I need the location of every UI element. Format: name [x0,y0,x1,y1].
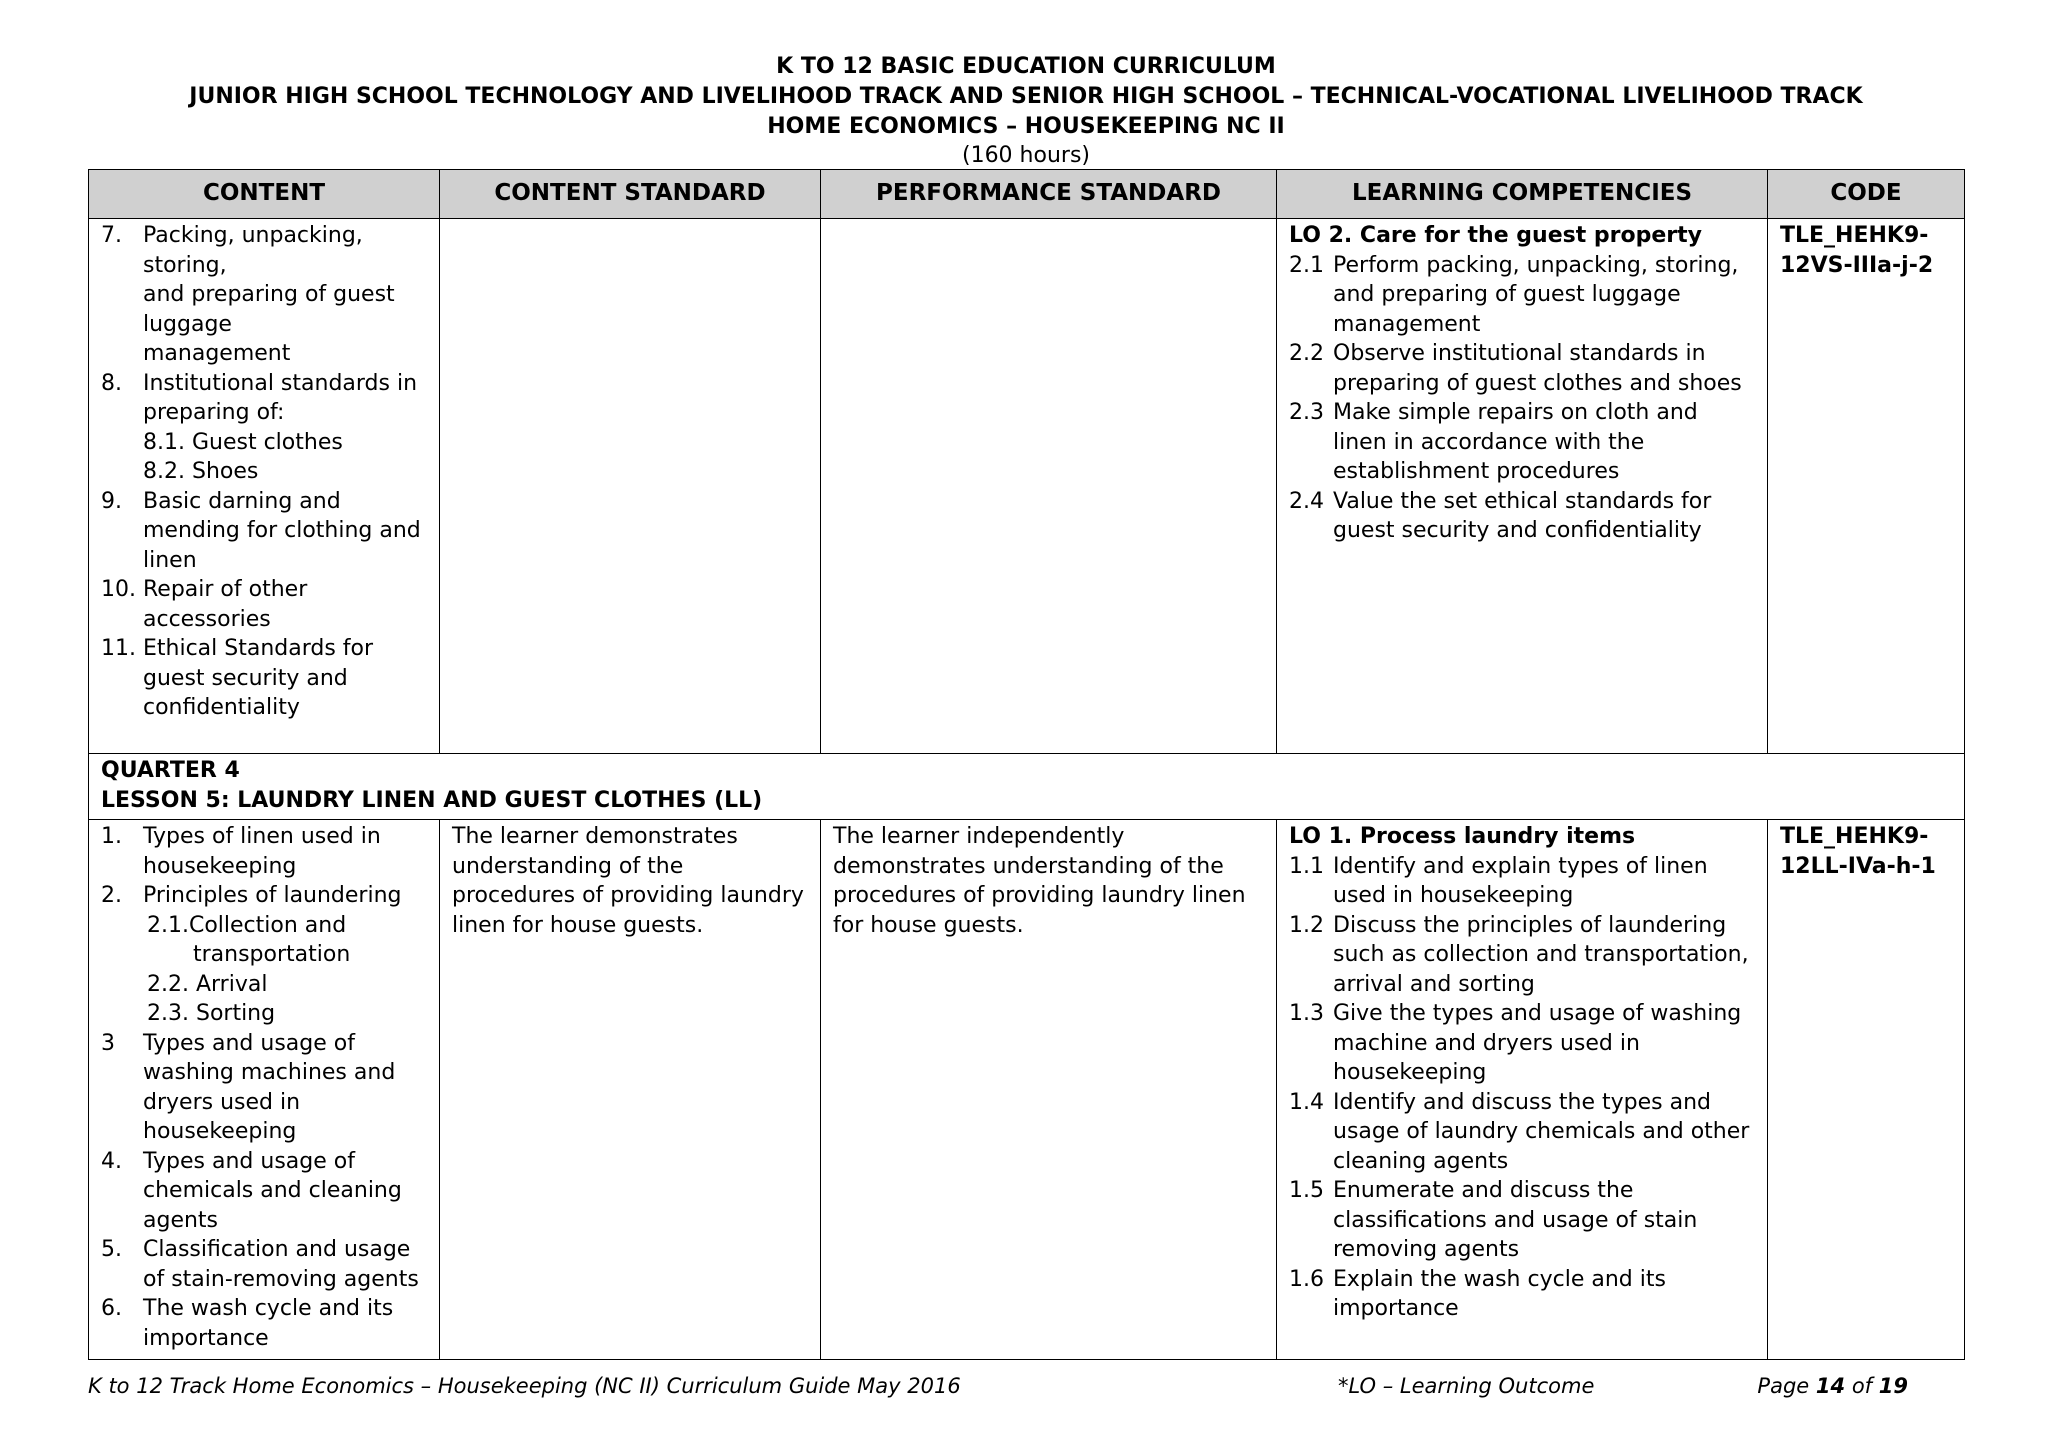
footer-lo-note: *LO – Learning Outcome [1338,1374,1595,1398]
footer-guide-title: K to 12 Track Home Economics – Housekeeping (NC II) Curriculum Guide May 2016 [88,1374,961,1398]
lesson-title: LESSON 5: LAUNDRY LINEN AND GUEST CLOTHES (LL) [101,787,763,813]
content-item: 3 Types and usage of washing machines and dryers used in housekeeping [101,1030,396,1144]
content-cell [89,219,440,754]
content-item: 2. Principles of laundering [101,883,402,908]
content-item: 1. Types of linen used in housekeeping [101,824,381,879]
document-header [88,52,1964,170]
content-standard-cell: The learner demonstrates understanding of the procedures of providing laundry linen for house guests. [440,820,821,1360]
subject-title: HOME ECONOMICS – HOUSEKEEPING NC II [767,114,1285,139]
competency-item: 2.4 Value the set ethical standards for guest security and confidentiality [1289,488,1712,543]
column-header-performance-standard: PERFORMANCE STANDARD [821,170,1277,219]
learning-outcome-title: LO 1. Process laundry items [1289,824,1636,849]
content-item: 10. Repair of other accessories [101,577,308,632]
performance-standard-cell [821,219,1277,754]
learning-competencies-cell [1277,820,1768,1360]
competency-item: 1.6 Explain the wash cycle and its importance [1289,1266,1666,1321]
content-item: 8. Institutional standards in preparing of: 8.1. Guest clothes 8.2. Shoes [101,370,418,484]
curriculum-table [88,169,1965,1360]
column-header-content: CONTENT [89,170,440,219]
table-header-row [89,170,1965,219]
table-row [89,219,1965,754]
column-header-code: CODE [1768,170,1965,219]
content-standard-cell [440,219,821,754]
competency-item: 2.3 Make simple repairs on cloth and linen in accordance with the establishment procedures [1289,400,1698,484]
column-header-learning-competencies: LEARNING COMPETENCIES [1277,170,1768,219]
competency-item: 2.2 Observe institutional standards in preparing of guest clothes and shoes [1289,341,1742,396]
content-subitem: 2.2. Arrival [147,971,268,997]
content-item: 9. Basic darning and mending for clothing and linen [101,488,421,573]
competency-item: 1.2 Discuss the principles of laundering such as collection and transportation, arrival and sorting [1289,912,1749,997]
page-number: Page 14 of 19 [1757,1374,1908,1398]
learning-outcome-title: LO 2. Care for the guest property [1289,223,1702,248]
content-item: 6. The wash cycle and its importance [101,1296,394,1351]
track-title: JUNIOR HIGH SCHOOL TECHNOLOGY AND LIVELIHOOD TRACK AND SENIOR HIGH SCHOOL – TECHNICAL-VOCATIONAL LIVELIHOOD TRACK [189,84,1863,109]
content-item: 11. Ethical Standards for guest security and confidentiality [101,636,374,720]
quarter-row [89,754,1965,820]
performance-standard-cell: The learner independently demonstrates understanding of the procedures of providing laundry linen for house guests. [821,820,1277,1360]
content-subitem: 2.1.Collection and transportation [147,912,351,967]
quarter-cell [89,754,1965,820]
competency-item: 2.1 Perform packing, unpacking, storing, and preparing of guest luggage management [1289,252,1739,337]
content-subitem: 2.3. Sorting [147,1001,276,1026]
competency-item: 1.5 Enumerate and discuss the classifications and usage of stain removing agents [1289,1178,1698,1262]
competency-item: 1.3 Give the types and usage of washing machine and dryers used in housekeeping [1289,1001,1742,1085]
code-cell: TLE_HEHK9- 12LL-IVa-h-1 [1768,820,1965,1360]
learning-competencies-cell [1277,219,1768,754]
hours-label: (160 hours) [961,143,1090,168]
table-row [89,820,1965,1360]
competency-item: 1.1 Identify and explain types of linen used in housekeeping [1289,853,1708,908]
curriculum-title: K TO 12 BASIC EDUCATION CURRICULUM [776,54,1276,79]
content-cell [89,820,440,1360]
code-cell: TLE_HEHK9- 12VS-IIIa-j-2 [1768,219,1965,754]
quarter-title: QUARTER 4 [101,758,240,783]
content-item: 7. Packing, unpacking, storing, and preparing of guest luggage management [101,223,395,366]
content-item: 5. Classification and usage of stain-removing agents [101,1237,419,1292]
content-item: 4. Types and usage of chemicals and cleaning agents [101,1148,402,1233]
column-header-content-standard: CONTENT STANDARD [440,170,821,219]
competency-item: 1.4 Identify and discuss the types and usage of laundry chemicals and other cleaning agents [1289,1089,1750,1174]
